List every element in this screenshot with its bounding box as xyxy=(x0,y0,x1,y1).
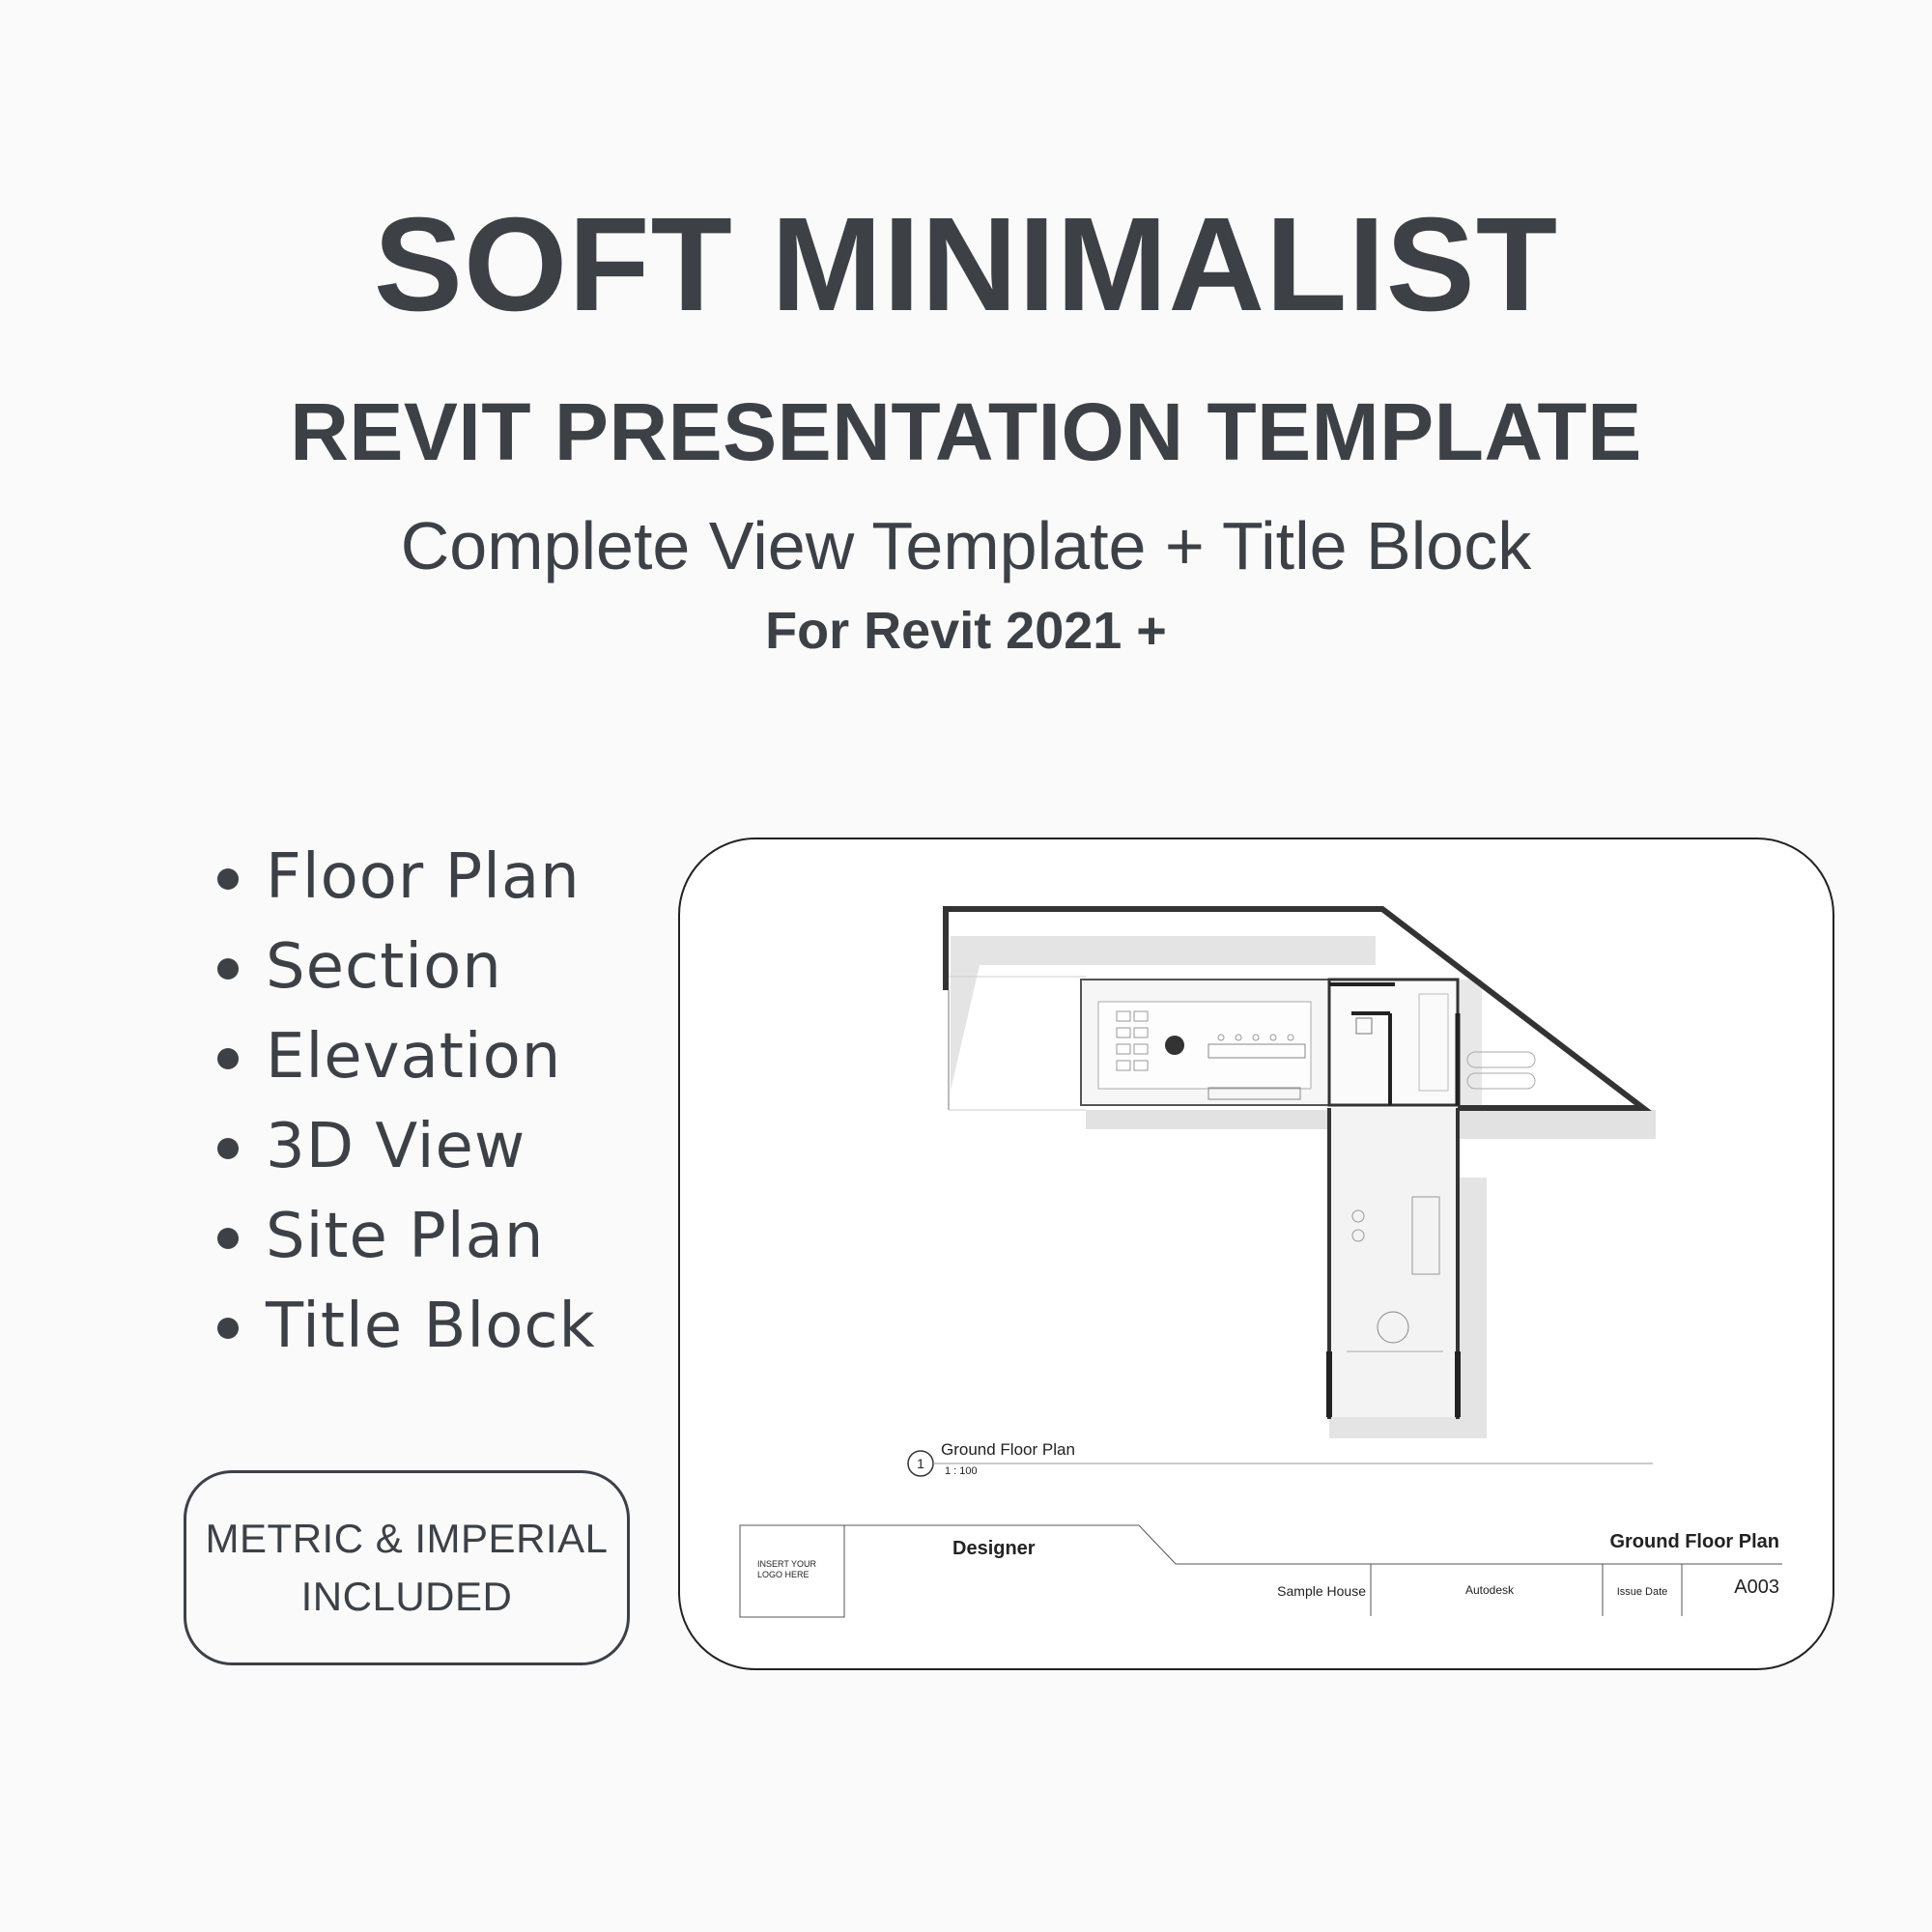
project-name: Sample House xyxy=(1277,1583,1366,1599)
sheet-name: Ground Floor Plan xyxy=(1609,1531,1779,1552)
site-shadow xyxy=(951,936,980,1091)
bullet-icon xyxy=(217,1138,239,1159)
client-name: Autodesk xyxy=(1464,1583,1515,1597)
feature-label: Floor Plan xyxy=(266,841,581,913)
view-title xyxy=(908,1440,1653,1477)
logo-placeholder: INSERT YOUR xyxy=(757,1559,817,1569)
floor-plan xyxy=(946,909,1656,1438)
bedroom-wing xyxy=(1329,1108,1458,1417)
bullet-icon xyxy=(217,868,239,890)
site-shadow xyxy=(980,936,1376,965)
badge-line-1: METRIC & IMPERIAL xyxy=(205,1516,609,1561)
designer-label: Designer xyxy=(952,1538,1036,1559)
version-note: For Revit 2021 + xyxy=(765,602,1167,660)
building-shadow xyxy=(1458,1110,1656,1139)
sheet-number: A003 xyxy=(1734,1577,1779,1598)
list-item xyxy=(208,1102,596,1192)
page-title: SOFT MINIMALIST xyxy=(373,190,1559,339)
feature-label: Section xyxy=(266,931,502,1003)
feature-list xyxy=(208,833,596,1372)
logo-placeholder: LOGO HERE xyxy=(757,1570,810,1579)
feature-label: Elevation xyxy=(266,1021,562,1093)
building-shadow xyxy=(1458,980,1482,1110)
sheet-drawing xyxy=(680,839,1834,1670)
title-block xyxy=(740,1525,1782,1617)
bullet-icon xyxy=(217,1318,239,1339)
feature-label: 3D View xyxy=(266,1111,526,1182)
bullet-icon xyxy=(217,1048,239,1069)
units-badge xyxy=(184,1470,630,1665)
list-item xyxy=(208,923,596,1012)
list-item xyxy=(208,1282,596,1372)
list-item xyxy=(208,1012,596,1102)
bullet-icon xyxy=(217,958,239,980)
column xyxy=(1165,1036,1184,1055)
view-number: 1 xyxy=(917,1456,924,1471)
wing-shadow xyxy=(1458,1178,1487,1438)
view-scale: 1 : 100 xyxy=(945,1465,978,1477)
list-item xyxy=(208,833,596,923)
wing-shadow xyxy=(1329,1414,1458,1438)
page-subtitle: REVIT PRESENTATION TEMPLATE xyxy=(290,386,1642,477)
service-core xyxy=(1329,980,1458,1105)
feature-label: Site Plan xyxy=(266,1201,545,1272)
issue-date-label: Issue Date xyxy=(1616,1586,1668,1598)
page-description: Complete View Template + Title Block xyxy=(400,508,1532,583)
feature-label: Title Block xyxy=(266,1291,596,1362)
list-item xyxy=(208,1192,596,1282)
view-title-text: Ground Floor Plan xyxy=(941,1440,1075,1459)
badge-line-2: INCLUDED xyxy=(300,1574,513,1619)
bullet-icon xyxy=(217,1228,239,1249)
sheet-preview xyxy=(678,838,1834,1670)
